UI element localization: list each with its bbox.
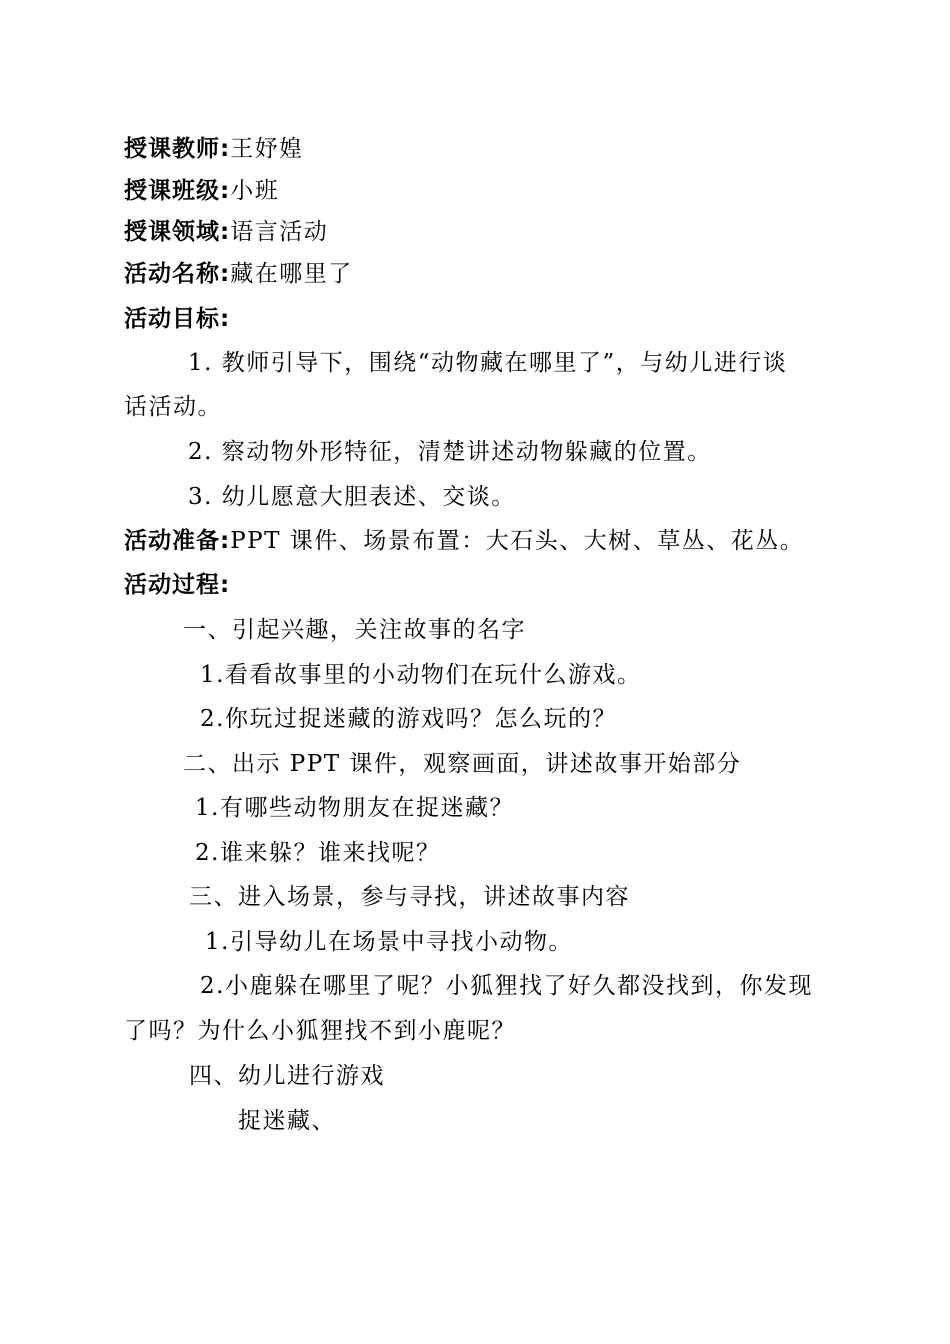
process-step-3-item-2-continued: 了吗？为什么小狐狸找不到小鹿呢？ [124, 1018, 516, 1044]
domain-row [124, 217, 328, 247]
domain-label: 授课领域: [124, 219, 231, 245]
goal-item-2: 2. 察动物外形特征，清楚讲述动物躲藏的位置。 [188, 439, 712, 465]
class-value: 小班 [230, 178, 280, 204]
process-step-4: 四、幼儿进行游戏 [189, 1063, 385, 1089]
preparation-value: PPT 课件、场景布置：大石头、大树、草丛、花丛。 [230, 528, 805, 554]
process-step-2: 二、出示 PPT 课件，观察画面，讲述故事开始部分 [183, 751, 742, 777]
teacher-row [124, 134, 304, 164]
process-step-1: 一、引起兴趣，关注故事的名字 [183, 617, 526, 643]
goal-item-1: 1. 教师引导下，围绕“动物藏在哪里了”，与幼儿进行谈 [188, 350, 788, 376]
class-label: 授课班级: [124, 178, 231, 204]
preparation-label: 活动准备: [124, 528, 231, 554]
goals-heading: 活动目标: [124, 306, 231, 332]
goal-item-3: 3. 幼儿愿意大胆表述、交谈。 [188, 484, 516, 510]
activity-name-label: 活动名称: [124, 261, 231, 287]
class-row [124, 176, 279, 206]
activity-name-row [124, 259, 353, 289]
process-step-1-item-1: 1.看看故事里的小动物们在玩什么游戏。 [200, 662, 642, 688]
process-step-3: 三、进入场景，参与寻找，讲述故事内容 [189, 884, 630, 910]
domain-value: 语言活动 [230, 219, 329, 245]
process-step-2-item-1: 1.有哪些动物朋友在捉迷藏？ [195, 795, 514, 821]
goal-item-1-continued: 话活动。 [124, 394, 222, 420]
process-heading: 活动过程: [124, 572, 231, 598]
process-step-3-item-2: 2.小鹿躲在哪里了呢？小狐狸找了好久都没找到，你发现 [200, 973, 813, 999]
preparation-row [124, 526, 804, 556]
teacher-value: 王妤媓 [230, 136, 304, 162]
process-step-2-item-2: 2.谁来躲？谁来找呢？ [195, 840, 441, 866]
process-step-3-item-1: 1.引导幼儿在场景中寻找小动物。 [205, 929, 573, 955]
process-step-4-item-1: 捉迷藏、 [238, 1108, 336, 1134]
process-step-1-item-2: 2.你玩过捉迷藏的游戏吗？怎么玩的？ [200, 706, 617, 732]
teacher-label: 授课教师: [124, 136, 231, 162]
activity-name-value: 藏在哪里了 [230, 261, 353, 287]
